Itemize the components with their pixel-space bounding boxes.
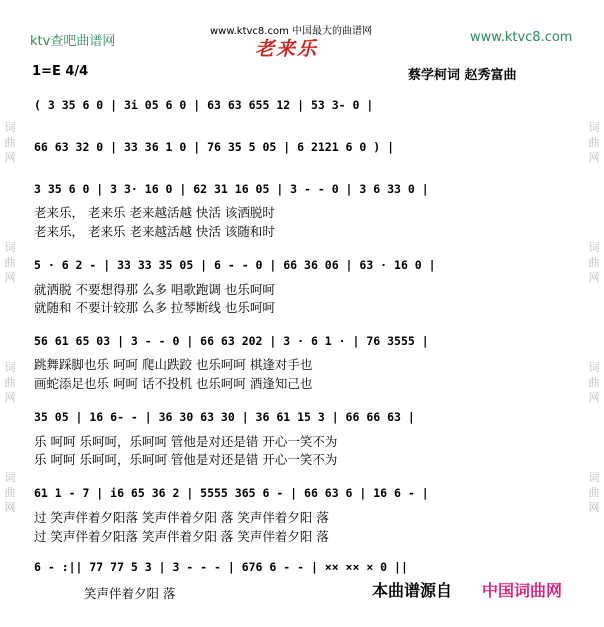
score-row-5-lyric-2: 画蛇添足也乐 呵呵 话不投机 也乐呵呵 酒逢知己也 [34, 376, 313, 391]
site-name-left[interactable]: ktv查吧曲谱网 [30, 34, 116, 49]
score-row-7-lyric-1: 过 笑声伴着夕阳落 笑声伴着夕阳 落 笑声伴着夕阳 落 [34, 510, 329, 525]
score-row-7-lyric-2: 过 笑声伴着夕阳落 笑声伴着夕阳 落 笑声伴着夕阳 落 [34, 529, 329, 544]
watermark-left-3: 词 曲 网 [4, 361, 16, 404]
score-row-1-notes: ( 3 35 6 0 | 3i 05 6 0 | 63 63 655 12 | 53 3- 0 | [34, 98, 374, 112]
score-row-2-notes: 66 63 32 0 | 33 36 1 0 | 76 35 5 05 | 6 2121 6 0 ) | [34, 140, 395, 154]
score-row-3-lyric-1: 老来乐， 老来乐 老来越活越 快活 该洒脱时 [34, 205, 275, 220]
score-row-7-notes: 61 1 - 7 | i6 65 36 2 | 5555 365 6 - | 66 63 6 | 16 6 - | [34, 486, 429, 500]
key-time-signature: 1=E 4/4 [32, 64, 89, 79]
watermark-left-4: 词 曲 网 [4, 471, 16, 514]
site-url-right[interactable]: www.ktvc8.com [470, 30, 573, 45]
score-row-5-lyric-1: 跳舞踩脚也乐 呵呵 爬山跌跤 也乐呵呵 棋逢对手也 [34, 357, 313, 372]
score-row-6-notes: 35 05 | 16 6- - | 36 30 63 30 | 36 61 15 3 | 66 66 63 | [34, 410, 415, 424]
score-row-8-lyric-1: 笑声伴着夕阳 落 [84, 586, 176, 601]
score-row-4-notes: 5 · 6 2 - | 33 33 35 05 | 6 - - 0 | 66 36 06 | 63 · 16 0 | [34, 258, 436, 272]
lyricist-composer-credits: 蔡学柯词 赵秀富曲 [408, 68, 517, 83]
footer-source-site[interactable]: 中国词曲网 [482, 581, 563, 600]
watermark-right-3: 词 曲 网 [588, 361, 600, 404]
footer-source-note: 本曲谱源自 [372, 581, 453, 600]
score-row-3-lyric-2: 老来乐， 老来乐 老来越活越 快活 该随和时 [34, 224, 275, 239]
site-tagline: www.ktvc8.com 中国最大的曲谱网 [210, 26, 373, 37]
watermark-left-2: 词 曲 网 [4, 241, 16, 284]
watermark-right-4: 词 曲 网 [588, 471, 600, 514]
score-row-4-lyric-2: 就随和 不要计较那 么多 拉琴断线 也乐呵呵 [34, 300, 275, 315]
score-row-6-lyric-1: 乐 呵呵 乐呵呵，乐呵呵 管他是对还是错 开心一笑不为 [34, 434, 338, 449]
watermark-right-1: 词 曲 网 [588, 121, 600, 164]
score-row-4-lyric-1: 就洒脱 不要想得那 么多 唱歌跑调 也乐呵呵 [34, 282, 275, 297]
score-row-3-notes: 3 35 6 0 | 3 3· 16 0 | 62 31 16 05 | 3 - - 0 | 3 6 33 0 | [34, 182, 429, 196]
watermark-left-1: 词 曲 网 [4, 121, 16, 164]
watermark-right-2: 词 曲 网 [588, 241, 600, 284]
score-row-8-notes: 6 - :|| 77 77 5 3 | 3 - - - | 676 6 - - | ×× ×× × 0 || [34, 560, 408, 574]
song-title: 老来乐 [255, 38, 319, 60]
score-row-6-lyric-2: 乐 呵呵 乐呵呵，乐呵呵 管他是对还是错 开心一笑不为 [34, 452, 338, 467]
score-row-5-notes: 56 61 65 03 | 3 - - 0 | 66 63 202 | 3 · 6 1 · | 76 3555 | [34, 334, 429, 348]
